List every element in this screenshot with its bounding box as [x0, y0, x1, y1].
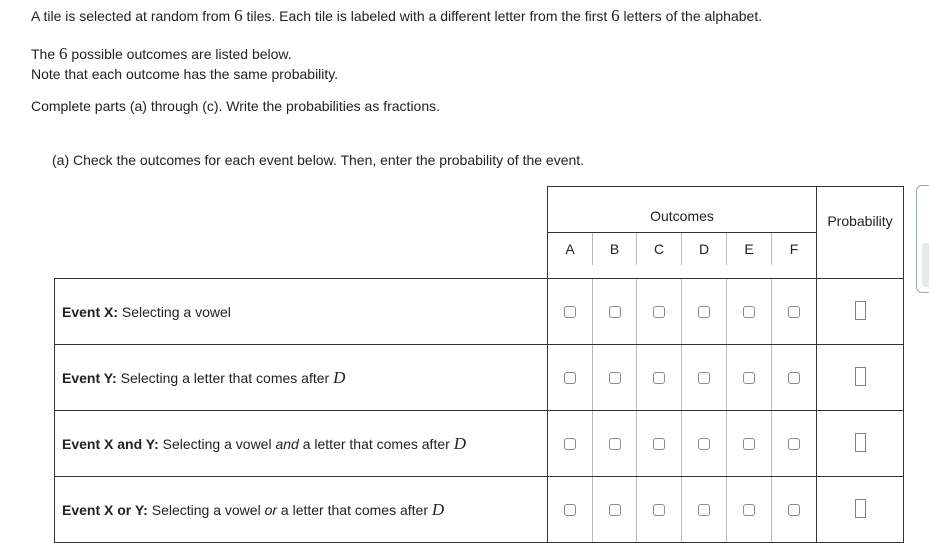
checkbox-and-e[interactable] [743, 438, 755, 450]
part-a-prompt: (a) Check the outcomes for each event below. Then, enter the probability of the event. [52, 152, 585, 168]
letter-b-header: B [592, 233, 636, 265]
probability-input-and[interactable] [855, 433, 866, 452]
outcomes-note: The 6 possible outcomes are listed below. [31, 44, 292, 63]
instructions: Complete parts (a) through (c). Write the probabilities as fractions. [31, 98, 441, 114]
equal-probability-note: Note that each outcome has the same probability. [31, 66, 339, 82]
probability-input-x[interactable] [855, 301, 866, 320]
event-label: Event X or Y: Selecting a vowel or a letter that comes after D [55, 477, 548, 543]
outcomes-table [54, 186, 904, 543]
letter-e-header: E [726, 233, 771, 265]
checkbox-or-d[interactable] [698, 504, 710, 516]
probability-input-y[interactable] [855, 367, 866, 386]
probability-input-or[interactable] [855, 499, 866, 518]
checkbox-x-e[interactable] [743, 306, 755, 318]
checkbox-and-a[interactable] [564, 438, 576, 450]
checkbox-or-f[interactable] [788, 504, 800, 516]
checkbox-x-c[interactable] [653, 306, 665, 318]
checkbox-x-b[interactable] [609, 306, 621, 318]
checkbox-or-c[interactable] [653, 504, 665, 516]
checkbox-x-d[interactable] [698, 306, 710, 318]
checkbox-y-f[interactable] [788, 372, 800, 384]
event-label: Event X: Selecting a vowel [55, 279, 548, 345]
event-label: Event X and Y: Selecting a vowel and a letter that comes after D [55, 411, 548, 477]
probability-header: Probability [817, 187, 904, 279]
letter-f-header: F [771, 233, 816, 265]
letter-a-header: A [565, 241, 575, 257]
event-row-x-and-y [55, 411, 904, 477]
checkbox-or-b[interactable] [609, 504, 621, 516]
checkbox-x-a[interactable] [564, 306, 576, 318]
checkbox-or-e[interactable] [743, 504, 755, 516]
checkbox-or-a[interactable] [564, 504, 576, 516]
letter-d-header: D [681, 233, 726, 265]
outcomes-header-cell [548, 187, 817, 279]
checkbox-y-b[interactable] [609, 372, 621, 384]
event-row-x [55, 279, 904, 345]
checkbox-y-d[interactable] [698, 372, 710, 384]
checkbox-and-f[interactable] [788, 438, 800, 450]
event-label: Event Y: Selecting a letter that comes after D [55, 345, 548, 411]
checkbox-y-e[interactable] [743, 372, 755, 384]
outcomes-header: Outcomes [548, 200, 816, 233]
event-row-y [55, 345, 904, 411]
intro-text: A tile is selected at random from 6 tiles. Each tile is labeled with a different letter from the first 6 letters of the alphabet. [31, 6, 763, 25]
checkbox-y-c[interactable] [653, 372, 665, 384]
letters-header [548, 233, 816, 265]
letter-c-header: C [636, 233, 681, 265]
checkbox-y-a[interactable] [564, 372, 576, 384]
checkbox-and-d[interactable] [698, 438, 710, 450]
side-panel-tab[interactable] [916, 185, 929, 293]
checkbox-and-b[interactable] [609, 438, 621, 450]
side-panel-handle[interactable] [922, 243, 929, 287]
checkbox-and-c[interactable] [653, 438, 665, 450]
event-row-x-or-y [55, 477, 904, 543]
checkbox-x-f[interactable] [788, 306, 800, 318]
